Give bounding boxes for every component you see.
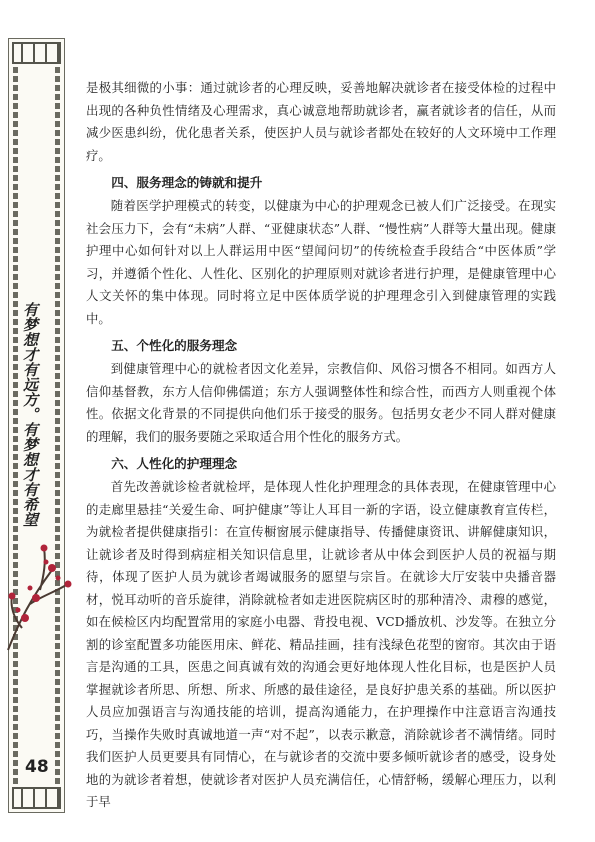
plum-blossom-illustration bbox=[0, 500, 80, 660]
paragraph-section-5: 到健康管理中心的就检者因文化差异，宗教信仰、风俗习惯各不相同。如西方人信仰基督教，东方人信仰佛儒道；东方人强调整体性和综合性，而西方人则重视个体性。依据文化背景的不同提供向他们乐于接受的服务。包括男女老少不同人群对健康的理解，我们的服务要随之采取适合用个性化的服务方式。 bbox=[86, 361, 556, 444]
side-rule-right bbox=[55, 67, 60, 784]
section-heading-6: 六、人性化的护理理念 bbox=[111, 456, 238, 471]
section-heading-5: 五、个性化的服务理念 bbox=[111, 338, 238, 353]
paragraph-section-4: 随着医学护理模式的转变，以健康为中心的护理观念已被人们广泛接受。在现实社会压力下，会有“未病”人群、“亚健康状态”人群、“慢性病”人群等大量出现。健康护理中心如何针对以上人群运用中医“望闻问切”的传统检查手段结合“中医体质”学习，并遵循个性化、人性化、区别化的护理原则对就诊者进行护理，是健康管理中心人文关怀的集中体现。同时将立足中医体质学说的护理理念引入到健康管理的实践中。 bbox=[86, 198, 556, 326]
article-body bbox=[86, 77, 556, 814]
paragraph-intro: 是极其细微的小事：通过就诊者的心理反映，妥善地解决就诊者在接受体检的过程中出现的各种负性情绪及心理需求，真心诚意地帮助就诊者，赢者就诊者的信任，从而减少医患纠纷，优化患者关系，使医护人员与就诊者都处在较好的人文环境中工作理疗。 bbox=[86, 80, 556, 163]
vertical-slogan: 有梦想才有远方。有梦想才有希望 bbox=[21, 302, 39, 527]
greek-key-border-bottom bbox=[12, 787, 61, 809]
greek-key-border-top bbox=[12, 42, 61, 64]
section-heading-4: 四、服务理念的铸就和提升 bbox=[111, 175, 263, 190]
page-number: 48 bbox=[25, 757, 49, 777]
paragraph-section-6: 首先改善就诊检者就检坪，是体现人性化护理理念的具体表现，在健康管理中心的走廊里悬挂“关爱生命、呵护健康”等让人耳目一新的字语，设立健康教育宣传栏，为就检者提供健康指引：在宣传橱窗展示健康指导、传播健康资讯、讲解健康知识，让就诊者及时得到病症相关知识信息里，让就诊者从中体会到医护人员的祝福与期待，体现了医护人员为就诊者竭诚服务的愿望与宗旨。在就诊大厅安装中央播音器材，悦耳动听的音乐旋律，消除就检者如走进医院病区时的那种清冷、肃穆的感觉，如在候检区内均配置常用的家庭小电器、背投电视、VCD播放机、沙发等。在独立分割的诊室配置多功能医用床、鲜花、精品挂画，挂有浅绿色花型的窗帘。其次由于语言是沟通的工具，医患之间真诚有效的沟通会更好地体现人性化目标，也是医护人员掌握就诊者所思、所想、所求、所感的最佳途径，是良好护患关系的基础。所以医护人员应加强语言与沟通技能的培训，提高沟通能力，在护理操作中注意语言沟通技巧，当操作失败时真诚地道一声“对不起”，以表示歉意，消除就诊者不满情绪。同时我们医护人员更要具有同情心，在与就诊者的交流中要多倾听就诊者的感受，设身处地的为就诊者着想，使就诊者对医护人员充满信任，心情舒畅，缓解心理压力，以利于早 bbox=[86, 479, 556, 809]
